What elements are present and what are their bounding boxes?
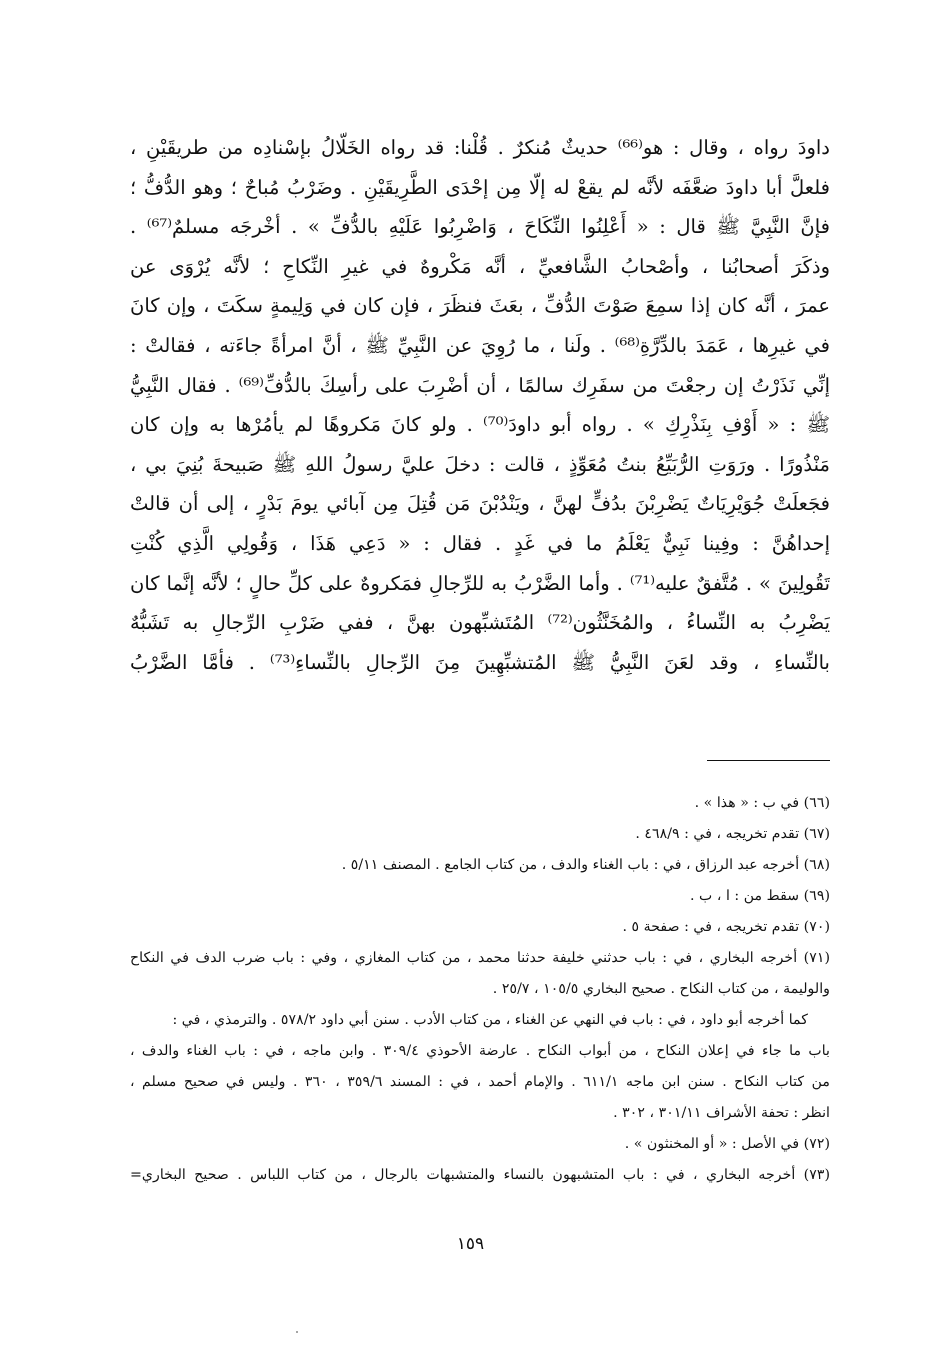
text-line: إحداهُنَّ : وفِينا نَبِيٌّ يَعْلَمُ ما في غَدٍ . فقال : « دَعِي هَذَا ، وَقُولِي الَّذِي كُنْتِ — [130, 531, 830, 555]
footnote: (٧١) أخرجه البخاري ، في : باب حدثني خليفة حدثنا محمد ، من كتاب المغازي ، وفي : باب ضرب الدف في النكاح — [130, 950, 830, 966]
footnotes — [130, 788, 830, 1191]
scan-speck — [296, 1331, 298, 1333]
footnote-divider — [707, 760, 830, 761]
footnote: (٦٧) تقدم تخريجه ، في : ٤٦٨/٩ . — [635, 826, 830, 842]
text-line: في غيرِها ، عَمَدَ بالدِّرَّةِ⁽⁶⁸⁾ . ولَنا ، ما رُوِيَ عن النَّبِيِّ ﷺ ، أنَّ امرأةً جاءَته ، فقالتْ : — [130, 333, 830, 357]
page-number: ١٥٩ — [456, 1234, 485, 1254]
footnote-continuation: انظر : تحفة الأشراف ٣٠١/١١ ، ٣٠٢ . — [613, 1105, 830, 1121]
text-line: يَضْرِبُ به النِّساءُ ، والمُخَنَّثُون⁽⁷²⁾ المُتَشبِّهون بهنَّ ، ففي ضَرْبِ الرِّجالِ به تَشَبُّهٌ — [130, 611, 830, 635]
footnote-continuation: من كتاب النكاح . سنن ابن ماجه ٦١١/١ . والإمام أحمد ، في : المسند ٣٥٩/٦ ، ٣٦٠ . وليس في صحيح مسلم ، — [130, 1074, 830, 1090]
text-line: تَقُولِينَ » . مُتَّفقٌ عليه⁽⁷¹⁾ . وأما الضَّرْبُ به للرِّجالِ فمَكروهٌ على كلِّ حالٍ ؛ لأنَّه إنَّما كان — [130, 571, 830, 595]
text-line: فجَعلَتْ جُوَيْرِيَاتٌ يَضْرِبْنَ بدُفٍّ لهنَّ ، ويَنْدُبْنَ مَن قُتِلَ مِن آبائي يومَ بَدْرٍ ، إلى أن قالتْ — [130, 492, 830, 516]
footnote-continuation: باب ما جاء في إعلان النكاح ، من أبواب النكاح . عارضة الأحوذي ٣٠٩/٤ . وابن ماجه ، في : باب الغناء والدف ، — [130, 1043, 830, 1059]
footnote: (٦٦) في ب : « هذا » . — [694, 795, 830, 811]
footnote: (٧٣) أخرجه البخاري ، في : باب المتشبهون بالنساء والمتشبهات بالرجال ، من كتاب اللباس . صحيح البخاري= — [130, 1167, 830, 1183]
main-text — [130, 128, 830, 682]
footnote: (٦٩) سقط من : ا ، ب . — [690, 888, 830, 904]
footnote: (٦٨) أخرجه عبد الرزاق ، في : باب الغناء والدف ، من كتاب الجامع . المصنف ٥/١١ . — [341, 857, 830, 873]
text-line: عمرَ ، أنَّه كان إذا سمِعَ صَوْتَ الدُّفِّ ، بعَثَ فنظَرَ ، فإن كان في وَلِيمةٍ سكَتَ ، وإن كانَ — [130, 294, 830, 318]
text-line: إنِّي نَذَرْتُ إن رجعْتَ من سفَرِك سالمًا ، أن أضْرِبَ على رأسِكَ بالدُّفِّ⁽⁶⁹⁾ . فقال النَّبِيُّ — [130, 373, 830, 397]
text-line: داودَ رواه ، وقال : هو⁽⁶⁶⁾ حديثٌ مُنكرٌ . قُلْنا: قد رواه الخَلّالُ بإسْنادِه من طريقَيْنِ ، — [130, 136, 830, 159]
text-line: وذكَرَ أصحابُنا ، وأصْحابُ الشَّافعيِّ ، أنَّه مَكْروهٌ في غيرِ النِّكاحِ ؛ لأنَّه يُرْوَى عن — [130, 254, 830, 278]
text-line: فلعلَّ أبا داودَ ضعَّفَه لأنَّه لم يقعْ له إلّا مِن إحْدَى الطَّرِيقَيْنِ . وضَرْبُ مُباحٌ ؛ وهو الدُّفُّ ؛ — [130, 175, 830, 199]
text-line: ﷺ : « أَوْفِ بِنَذْرِكِ » . رواه أبو داودَ⁽⁷⁰⁾ . ولو كانَ مَكروهًا لم يأمُرْها به وإن كان — [130, 413, 830, 437]
text-line: بالنِّساءِ ، وقد لعَنَ النَّبِيُّ ﷺ المُتشبِّهِينَ مِنَ الرِّجالِ بالنِّساءِ⁽⁷³⁾ . فأمَّا الضَّرْبُ — [130, 650, 830, 674]
footnote-continuation: والوليمة ، من كتاب النكاح . صحيح البخاري ١٠٥/٥ ، ٢٥/٧ . — [492, 981, 830, 997]
text-line: فإنَّ النَّبِيَّ ﷺ قال : « أَعْلِنُوا النِّكَاحَ ، وَاضْرِبُوا عَلَيْهِ بالدُّفِّ » . أخْرجَه مسلمٌ⁽⁶⁷⁾ . — [130, 215, 830, 239]
footnote: (٧٢) في الأصل : « أو المخنثون » . — [624, 1136, 830, 1152]
footnote-continuation: كما أخرجه أبو داود ، في : باب في النهي عن الغناء ، من كتاب الأدب . سنن أبي داود ٥٧٨/٢ . والترمذي ، في : — [172, 1012, 808, 1028]
footnote: (٧٠) تقدم تخريجه ، في : صفحة ٥ . — [622, 919, 830, 935]
text-line: مَنْذُورًا . ورَوَتِ الرُّبَيِّعُ بنتُ مُعَوِّذٍ ، قالت : دخلَ عليَّ رسولُ اللهِ ﷺ صَبيحةَ بُنِيَ بي ، — [130, 452, 830, 476]
